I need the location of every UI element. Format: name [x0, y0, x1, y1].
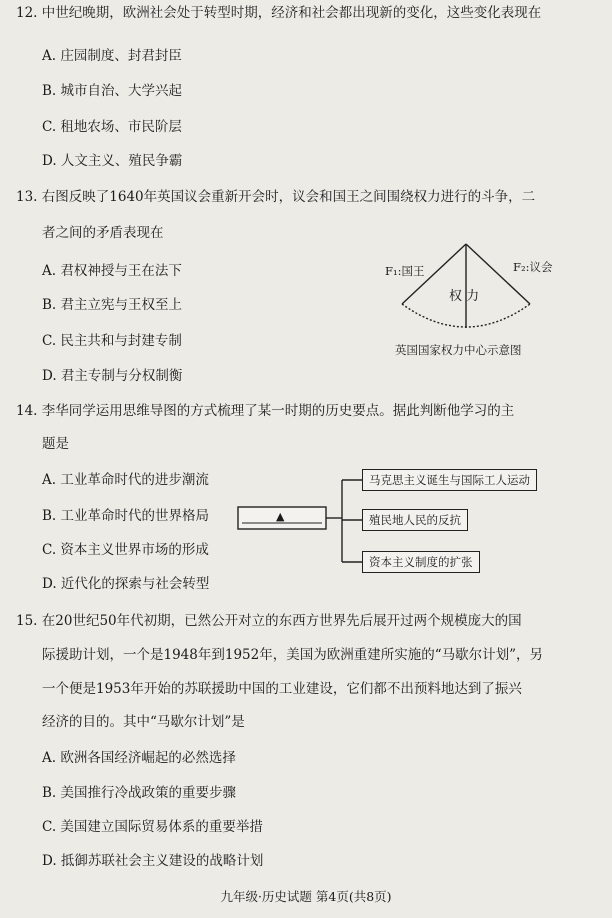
q13-option-a: A. 君权神授与王在法下 — [42, 263, 182, 279]
q15-option-a: A. 欧洲各国经济崛起的必然选择 — [42, 750, 236, 766]
q15-option-b: B. 美国推行冷战政策的重要步骤 — [42, 785, 237, 801]
q13-option-c: C. 民主共和与封建专制 — [42, 333, 182, 349]
q14-option-d: D. 近代化的探索与社会转型 — [42, 576, 210, 592]
q15-stem-line4: 经济的目的。其中“马歇尔计划”是 — [42, 714, 245, 730]
q12-option-b: B. 城市自治、大学兴起 — [42, 83, 183, 99]
q14-option-b: B. 工业革命时代的世界格局 — [42, 508, 210, 524]
q12-stem: 12. 中世纪晚期，欧洲社会处于转型时期，经济和社会都出现新的变化，这些变化表现在 — [16, 5, 542, 21]
f2-parliament-label: F₂:议会 — [513, 260, 553, 274]
mindmap-branch-capitalism-expansion: 资本主义制度的扩张 — [362, 551, 480, 573]
q15-option-c: C. 美国建立国际贸易体系的重要举措 — [42, 819, 263, 835]
mindmap-branch-colonial-resistance: 殖民地人民的反抗 — [362, 509, 468, 531]
q14-stem-line2: 题是 — [42, 436, 69, 452]
q14-option-c: C. 资本主义世界市场的形成 — [42, 542, 209, 558]
q13-option-d: D. 君主专制与分权制衡 — [42, 368, 183, 384]
mindmap-connectors — [236, 470, 376, 570]
q14-option-a: A. 工业革命时代的进步潮流 — [42, 472, 209, 488]
q13-stem-line1: 13. 右图反映了1640年英国议会重新开会时，议会和国王之间围绕权力进行的斗争，二 — [16, 189, 536, 205]
page-footer: 九年级·历史试题 第4页(共8页) — [220, 889, 392, 904]
q12-option-a: A. 庄园制度、封君封臣 — [42, 48, 182, 64]
q13-stem-line2: 者之间的矛盾表现在 — [42, 225, 164, 241]
q15-stem-line2: 际援助计划，一个是1948年到1952年，美国为欧洲重建所实施的“马歇尔计划”，另 — [42, 647, 544, 663]
power-center-label: 权 力 — [449, 289, 480, 304]
figure-caption: 英国国家权力中心示意图 — [395, 343, 522, 357]
mindmap-branch-marxism: 马克思主义诞生与国际工人运动 — [362, 469, 537, 491]
f1-king-label: F₁:国王 — [385, 264, 425, 278]
q15-stem-line3: 一个便是1953年开始的苏联援助中国的工业建设，它们都不出预料地达到了振兴 — [42, 681, 522, 697]
q15-stem-line1: 15. 在20世纪50年代初期，已然公开对立的东西方世界先后展开过两个规模庞大的国 — [16, 613, 522, 629]
q12-option-c: C. 租地农场、市民阶层 — [42, 119, 182, 135]
q13-option-b: B. 君主立宪与王权至上 — [42, 297, 183, 313]
q14-stem-line1: 14. 李华同学运用思维导图的方式梳理了某一时期的历史要点。据此判断他学习的主 — [16, 403, 515, 419]
mindmap-center-symbol: ▲ — [276, 510, 285, 523]
q12-option-d: D. 人文主义、殖民争霸 — [42, 153, 183, 169]
q15-option-d: D. 抵御苏联社会主义建设的战略计划 — [42, 853, 264, 869]
